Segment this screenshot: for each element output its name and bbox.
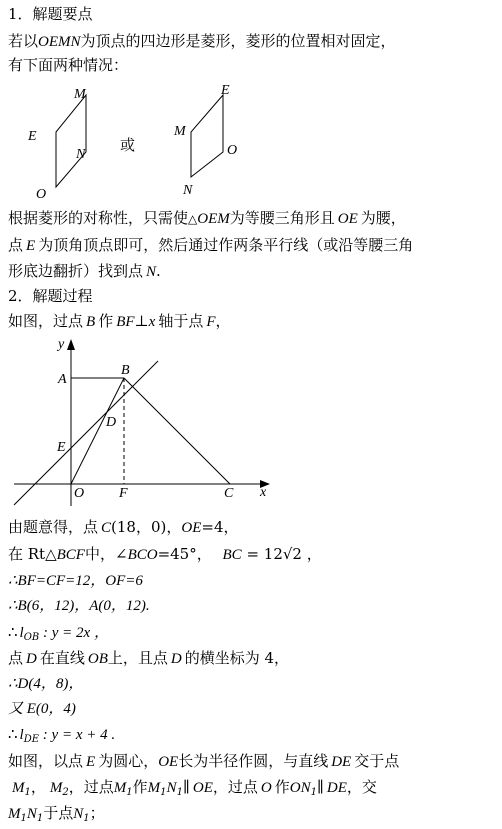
var-de: DE [326,780,347,796]
label-y: y [58,337,65,352]
text: 点 [8,236,24,254]
subscript: 2 [62,787,69,798]
var-m: M [147,780,161,796]
section-1-heading: 1．解题要点 [8,5,93,23]
text: 作 [98,312,114,330]
text: 在 Rt△ [8,545,57,563]
subscript: 1 [160,787,167,798]
var-oe: OE [181,520,202,536]
var-x: x [148,314,156,330]
subscript: 1 [20,813,27,824]
var-e: E [86,754,96,770]
section-1-line-1 [8,31,396,52]
text: 点 [8,649,24,667]
subscript: 1 [24,787,31,798]
section-2-heading: 2．解题过程 [8,287,93,305]
var-n: N [73,806,84,822]
label-right-n: N [183,183,193,198]
symmetry-line-2 [8,235,413,256]
var-oe: OE [192,780,213,796]
text: ，过点 [212,778,258,796]
segment-ob [71,378,124,484]
var-d: D [26,651,37,667]
text: = 12√2 ， [241,545,322,563]
label-right-o: O [227,143,238,158]
y-axis-arrow [67,339,75,350]
var-n: N [26,806,37,822]
label-left-e: E [28,129,37,144]
subscript-ob: OB [23,632,40,643]
therefore-symbol: ∴ [8,623,18,641]
text: 为等腰三角形且 [229,209,335,227]
equation-de: : y = x + 4 . [39,727,116,743]
text: 为顶点的四边形是菱形，菱形的位置相对固定， [80,32,396,50]
solution-line-10 [8,751,399,772]
perp-symbol: ⊥ [134,312,149,330]
var-l: l [19,727,24,743]
text: ； [89,804,105,822]
subscript: 1 [126,787,133,798]
parallel-symbol: ∥ [182,778,190,796]
label-b: B [121,363,130,378]
text: 交于点 [354,752,400,770]
text: 如图，以点 [8,752,84,770]
subscript: 1 [36,813,44,824]
solution-line-7: ∴D(4，8)， [8,676,84,692]
var-n: N [146,264,157,280]
var-m: M [113,780,127,796]
text: 作 [132,778,148,796]
var-oe: OE [337,211,358,227]
parallel-symbol: ∥ [316,778,324,796]
label-x: x [260,485,267,500]
text: =45°， [157,545,212,563]
solution-line-8: 又 E(0，4) [8,701,76,717]
var-on: ON [289,780,311,796]
text: ， [215,312,231,330]
label-left-m: M [74,87,86,102]
label-d: D [106,415,117,430]
label-left-o: O [36,187,47,202]
symmetry-line-1 [8,208,406,229]
var-bco: BCO [127,547,158,563]
text: (18，0)， [111,518,182,536]
var-oem: OEM [197,211,230,227]
var-b: B [86,314,96,330]
rhombus-cases-figure [20,82,280,207]
solution-line-12 [8,803,105,829]
var-de: DE [331,754,352,770]
solution-line-2 [8,544,322,565]
solution-line-3: ∴BF=CF=12，OF=6 [8,573,143,589]
text: 为顶角顶点即可，然后通过作两条平行线（或沿等腰三角 [38,236,414,254]
segment-bc [124,378,230,484]
var-oemn: OEMN [38,34,81,50]
text: 为腰， [360,209,406,227]
var-c: C [101,520,112,536]
text: 由题意得，点 [8,518,99,536]
rhombus-right [191,95,223,177]
subscript: 1 [310,787,317,798]
text: 的横坐标为 4， [184,649,290,667]
solution-line-1 [8,517,239,538]
subscript-de: DE [23,734,40,745]
var-o: O [260,780,272,796]
text: . [156,262,161,280]
text: 根据菱形的对称性，只需使 [8,209,189,227]
label-o: O [74,486,85,501]
solution-line-9 [8,724,115,750]
var-bc: BC [222,547,242,563]
text: 长为半径作圆，与直线 [178,752,329,770]
text: 作 [274,778,290,796]
var-l: l [19,625,24,641]
label-c: C [224,486,234,501]
text: ，交 [346,778,377,796]
text: 如图，过点 [8,312,84,330]
var-e: E [26,238,36,254]
line-de [14,361,158,505]
section-1-line-2: 有下面两种情况： [8,56,129,74]
var-d: D [170,651,182,667]
label-a: A [58,372,67,387]
var-bf: BF [116,314,135,330]
solution-line-4: ∴B(6，12)，A(0，12). [8,598,150,614]
subscript: 1 [83,813,90,824]
var-m: M [8,806,21,822]
therefore-symbol: ∴ [8,725,18,743]
triangle-symbol: △ [188,212,198,226]
equation-ob: : y = 2x ， [39,625,109,641]
var-m: M [12,780,25,796]
solution-line-5 [8,622,109,648]
text: =4， [201,518,239,536]
rhombus-left [56,95,86,187]
text: ，过点 [68,778,114,796]
text: ， [30,778,46,796]
text: 中，∠ [84,545,128,563]
solution-line-11 [8,777,377,803]
text: 轴于点 [158,312,204,330]
label-e: E [57,440,66,455]
solution-line-6 [8,648,289,669]
text: 在直线 [39,649,85,667]
label-right-e: E [221,83,230,98]
var-f: F [206,314,216,330]
var-n: N [166,780,177,796]
var-oe: OE [158,754,179,770]
var-bcf: BCF [56,547,85,563]
text: 若以 [8,32,39,50]
subscript: 1 [176,787,183,798]
text: 于点 [43,804,74,822]
label-f: F [119,486,128,501]
var-m: M [49,780,63,796]
text: 为圆心， [98,752,159,770]
label-right-m: M [174,124,186,139]
symmetry-line-3 [8,261,161,282]
text: 上，且点 [107,649,168,667]
coordinate-figure [8,334,278,506]
label-left-n: N [76,147,86,162]
section-2-line-1 [8,311,231,332]
or-word: 或 [120,138,136,154]
text: 形底边翻折）找到点 [8,262,144,280]
var-ob: OB [87,651,108,667]
